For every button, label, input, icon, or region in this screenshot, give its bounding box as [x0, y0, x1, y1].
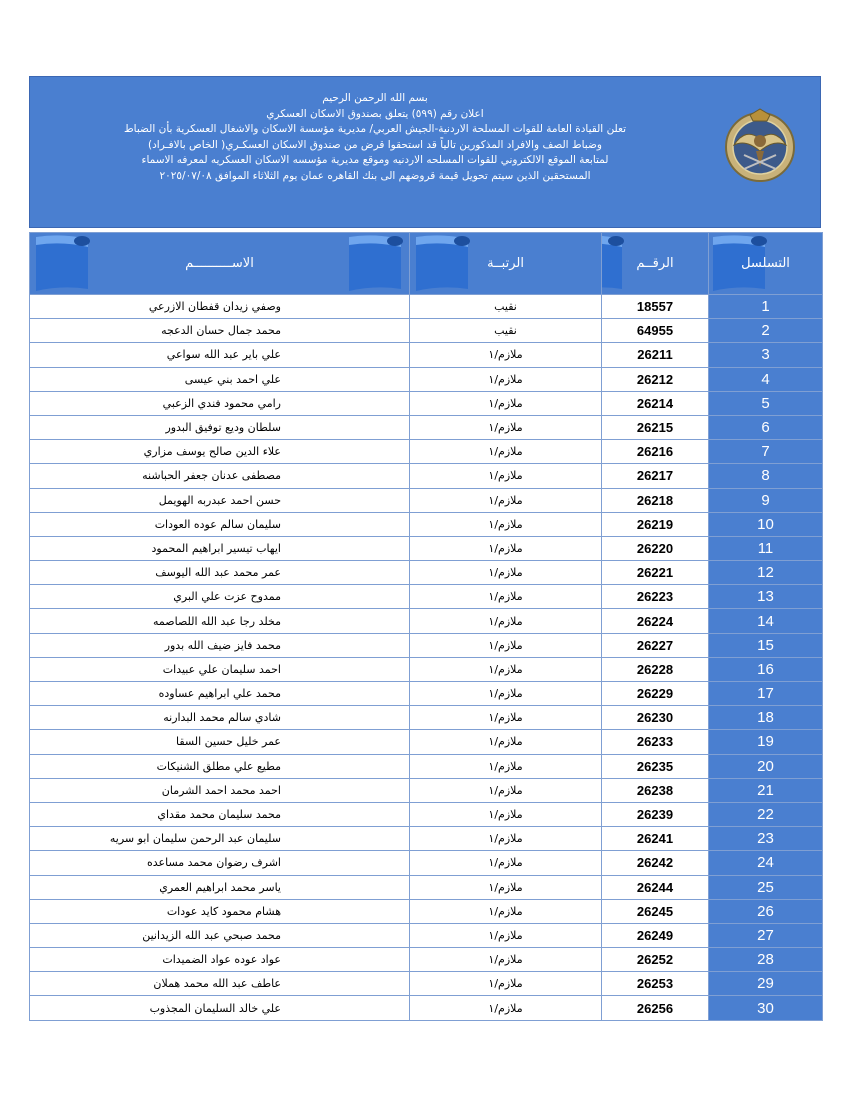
column-header-seq	[709, 233, 823, 295]
cell-name: اشرف رضوان محمد مساعده	[30, 851, 410, 875]
cell-seq: 29	[709, 972, 823, 996]
cell-seq: 2	[709, 319, 823, 343]
cell-number: 26233	[602, 730, 709, 754]
cell-number: 26253	[602, 972, 709, 996]
cell-name: ايهاب تيسير ابراهيم المحمود	[30, 536, 410, 560]
cell-rank: ملازم/١	[410, 851, 602, 875]
table-body	[30, 295, 823, 1021]
table-row	[30, 391, 823, 415]
table-row	[30, 585, 823, 609]
cell-number: 26238	[602, 778, 709, 802]
cell-rank: ملازم/١	[410, 875, 602, 899]
table-row	[30, 851, 823, 875]
cell-name: علاء الدين صالح يوسف مزاري	[30, 440, 410, 464]
column-header-number	[602, 233, 709, 295]
cell-number: 64955	[602, 319, 709, 343]
cell-seq: 16	[709, 657, 823, 681]
cell-seq: 23	[709, 827, 823, 851]
table-row	[30, 875, 823, 899]
cell-seq: 15	[709, 633, 823, 657]
cell-rank: ملازم/١	[410, 585, 602, 609]
table-row	[30, 899, 823, 923]
table-row	[30, 440, 823, 464]
cell-number: 26245	[602, 899, 709, 923]
cell-name: محمد جمال حسان الدعجه	[30, 319, 410, 343]
cell-rank: ملازم/١	[410, 512, 602, 536]
cell-number: 26252	[602, 948, 709, 972]
cell-seq: 10	[709, 512, 823, 536]
announcement-line: وضباط الصف والافراد المذكورين تالياً قد استحقوا قرض من صندوق الاسكان العسكـري( الخاص بالافـراد)	[148, 138, 602, 151]
jordan-armed-forces-emblem-icon	[720, 105, 800, 185]
table-row	[30, 923, 823, 947]
rank-header-label: الرتبــة	[487, 256, 524, 271]
cell-number: 26217	[602, 464, 709, 488]
cell-rank: ملازم/١	[410, 464, 602, 488]
table-row	[30, 561, 823, 585]
cell-number: 26249	[602, 923, 709, 947]
cell-rank: نقيب	[410, 319, 602, 343]
table-row	[30, 415, 823, 439]
cell-number: 26235	[602, 754, 709, 778]
table-row	[30, 682, 823, 706]
column-header-rank	[410, 233, 602, 295]
cell-rank: ملازم/١	[410, 343, 602, 367]
cell-seq: 25	[709, 875, 823, 899]
cell-rank: ملازم/١	[410, 899, 602, 923]
cell-rank: ملازم/١	[410, 996, 602, 1020]
table-row	[30, 319, 823, 343]
cell-rank: ملازم/١	[410, 561, 602, 585]
cell-number: 26212	[602, 367, 709, 391]
basmala: بسم الله الرحمن الرحيم	[322, 92, 428, 104]
cell-rank: ملازم/١	[410, 367, 602, 391]
table-row	[30, 633, 823, 657]
table-row	[30, 802, 823, 826]
cell-rank: ملازم/١	[410, 948, 602, 972]
cell-number: 26216	[602, 440, 709, 464]
cell-seq: 17	[709, 682, 823, 706]
cell-name: رامي محمود فندي الزعبي	[30, 391, 410, 415]
cell-rank: ملازم/١	[410, 440, 602, 464]
cell-name: علي احمد بني عيسى	[30, 367, 410, 391]
cell-seq: 20	[709, 754, 823, 778]
cell-seq: 22	[709, 802, 823, 826]
cell-name: مطيع علي مطلق الشنيكات	[30, 754, 410, 778]
cell-rank: ملازم/١	[410, 391, 602, 415]
cell-number: 26218	[602, 488, 709, 512]
cell-seq: 21	[709, 778, 823, 802]
table-row	[30, 972, 823, 996]
table-header-row	[30, 233, 823, 295]
cell-name: سليمان سالم عوده العودات	[30, 512, 410, 536]
cell-name: محمد فايز ضيف الله بدور	[30, 633, 410, 657]
table-row	[30, 754, 823, 778]
cell-name: مخلد رجا عبد الله اللصاصمه	[30, 609, 410, 633]
cell-name: مصطفى عدنان جعفر الحباشنه	[30, 464, 410, 488]
cell-seq: 30	[709, 996, 823, 1020]
cell-number: 18557	[602, 295, 709, 319]
cell-number: 26241	[602, 827, 709, 851]
table-row	[30, 367, 823, 391]
cell-rank: ملازم/١	[410, 609, 602, 633]
cell-number: 26244	[602, 875, 709, 899]
cell-number: 26221	[602, 561, 709, 585]
cell-rank: ملازم/١	[410, 536, 602, 560]
cell-number: 26219	[602, 512, 709, 536]
cell-rank: ملازم/١	[410, 706, 602, 730]
table-row	[30, 948, 823, 972]
cell-rank: ملازم/١	[410, 682, 602, 706]
cell-name: احمد سليمان علي عبيدات	[30, 657, 410, 681]
cell-name: محمد سليمان محمد مقداي	[30, 802, 410, 826]
cell-name: علي خالد السليمان المجذوب	[30, 996, 410, 1020]
scroll-banner-icon	[345, 233, 403, 295]
cell-seq: 13	[709, 585, 823, 609]
cell-name: سليمان عبد الرحمن سليمان ابو سريه	[30, 827, 410, 851]
scroll-banner-icon	[602, 233, 625, 295]
cell-seq: 28	[709, 948, 823, 972]
cell-seq: 3	[709, 343, 823, 367]
table-row	[30, 295, 823, 319]
cell-number: 26256	[602, 996, 709, 1020]
cell-name: احمد محمد احمد الشرمان	[30, 778, 410, 802]
announcement-line: المستحقين الذين سيتم تحويل قيمة قروضهم الى بنك القاهره عمان يوم الثلاثاء الموافق ٢٠٢٥/٠٧/٠٨	[159, 169, 591, 182]
cell-seq: 4	[709, 367, 823, 391]
announcement-line: تعلن القيادة العامة للقوات المسلحة الاردنية-الجيش العربي/ مديرية مؤسسة الاسكان والاشغال العسكرية بأن الضباط	[123, 123, 627, 135]
cell-number: 26223	[602, 585, 709, 609]
seq-header-label: التسلسل	[741, 256, 790, 271]
cell-number: 26214	[602, 391, 709, 415]
cell-number: 26228	[602, 657, 709, 681]
cell-name: عمر خليل حسين السقا	[30, 730, 410, 754]
cell-number: 26229	[602, 682, 709, 706]
table-row	[30, 730, 823, 754]
cell-name: ياسر محمد ابراهيم العمري	[30, 875, 410, 899]
cell-seq: 24	[709, 851, 823, 875]
cell-name: علي باير عبد الله سواعي	[30, 343, 410, 367]
table-row	[30, 706, 823, 730]
cell-seq: 7	[709, 440, 823, 464]
cell-seq: 6	[709, 415, 823, 439]
table-row	[30, 996, 823, 1020]
cell-name: حسن احمد عبدربه الهويمل	[30, 488, 410, 512]
cell-number: 26227	[602, 633, 709, 657]
table-row	[30, 464, 823, 488]
cell-name: عواد عوده عواد الضميدات	[30, 948, 410, 972]
cell-rank: ملازم/١	[410, 972, 602, 996]
cell-name: شادي سالم محمد البدارنه	[30, 706, 410, 730]
cell-rank: ملازم/١	[410, 657, 602, 681]
announcement-header	[29, 76, 821, 228]
cell-name: محمد علي ابراهيم عساوده	[30, 682, 410, 706]
cell-number: 26224	[602, 609, 709, 633]
cell-rank: ملازم/١	[410, 778, 602, 802]
cell-seq: 14	[709, 609, 823, 633]
cell-seq: 9	[709, 488, 823, 512]
table-row	[30, 512, 823, 536]
table-row	[30, 343, 823, 367]
cell-rank: ملازم/١	[410, 633, 602, 657]
table-row	[30, 609, 823, 633]
cell-number: 26230	[602, 706, 709, 730]
cell-seq: 26	[709, 899, 823, 923]
scroll-banner-icon	[32, 233, 90, 295]
cell-number: 26220	[602, 536, 709, 560]
announcement-title: اعلان رقم (٥٩٩) يتعلق بصندوق الاسكان العسكري	[266, 107, 484, 120]
table-row	[30, 778, 823, 802]
announcement-line: لمتابعة الموقع الالكتروني للقوات المسلحه الاردنيه وموقع مديرية مؤسسه الاسكان العسكريه لمعرفه الاسماء	[141, 154, 609, 166]
cell-name: ممدوح عزت علي البري	[30, 585, 410, 609]
cell-rank: ملازم/١	[410, 730, 602, 754]
cell-seq: 27	[709, 923, 823, 947]
name-header-label: الاســــــــــم	[185, 256, 254, 271]
cell-rank: ملازم/١	[410, 415, 602, 439]
cell-seq: 18	[709, 706, 823, 730]
cell-name: سلطان وديع توفيق البدور	[30, 415, 410, 439]
cell-rank: ملازم/١	[410, 754, 602, 778]
cell-rank: ملازم/١	[410, 488, 602, 512]
cell-number: 26239	[602, 802, 709, 826]
table-row	[30, 827, 823, 851]
cell-name: هشام محمود كايد عودات	[30, 899, 410, 923]
cell-rank: ملازم/١	[410, 802, 602, 826]
table-row	[30, 657, 823, 681]
beneficiaries-table	[29, 232, 823, 1021]
scroll-banner-icon	[412, 233, 470, 295]
cell-name: عاطف عبد الله محمد هملان	[30, 972, 410, 996]
cell-name: وصفي زيدان قفطان الازرعي	[30, 295, 410, 319]
cell-name: محمد صبحي عبد الله الزيدانين	[30, 923, 410, 947]
table-row	[30, 488, 823, 512]
number-header-label: الرقــم	[636, 256, 674, 271]
cell-seq: 5	[709, 391, 823, 415]
cell-number: 26242	[602, 851, 709, 875]
cell-seq: 8	[709, 464, 823, 488]
cell-seq: 1	[709, 295, 823, 319]
cell-number: 26215	[602, 415, 709, 439]
cell-rank: نقيب	[410, 295, 602, 319]
announcement-text	[100, 91, 650, 184]
cell-rank: ملازم/١	[410, 923, 602, 947]
cell-name: عمر محمد عبد الله اليوسف	[30, 561, 410, 585]
table-row	[30, 536, 823, 560]
cell-rank: ملازم/١	[410, 827, 602, 851]
column-header-name	[30, 233, 410, 295]
cell-seq: 12	[709, 561, 823, 585]
cell-number: 26211	[602, 343, 709, 367]
cell-seq: 19	[709, 730, 823, 754]
cell-seq: 11	[709, 536, 823, 560]
